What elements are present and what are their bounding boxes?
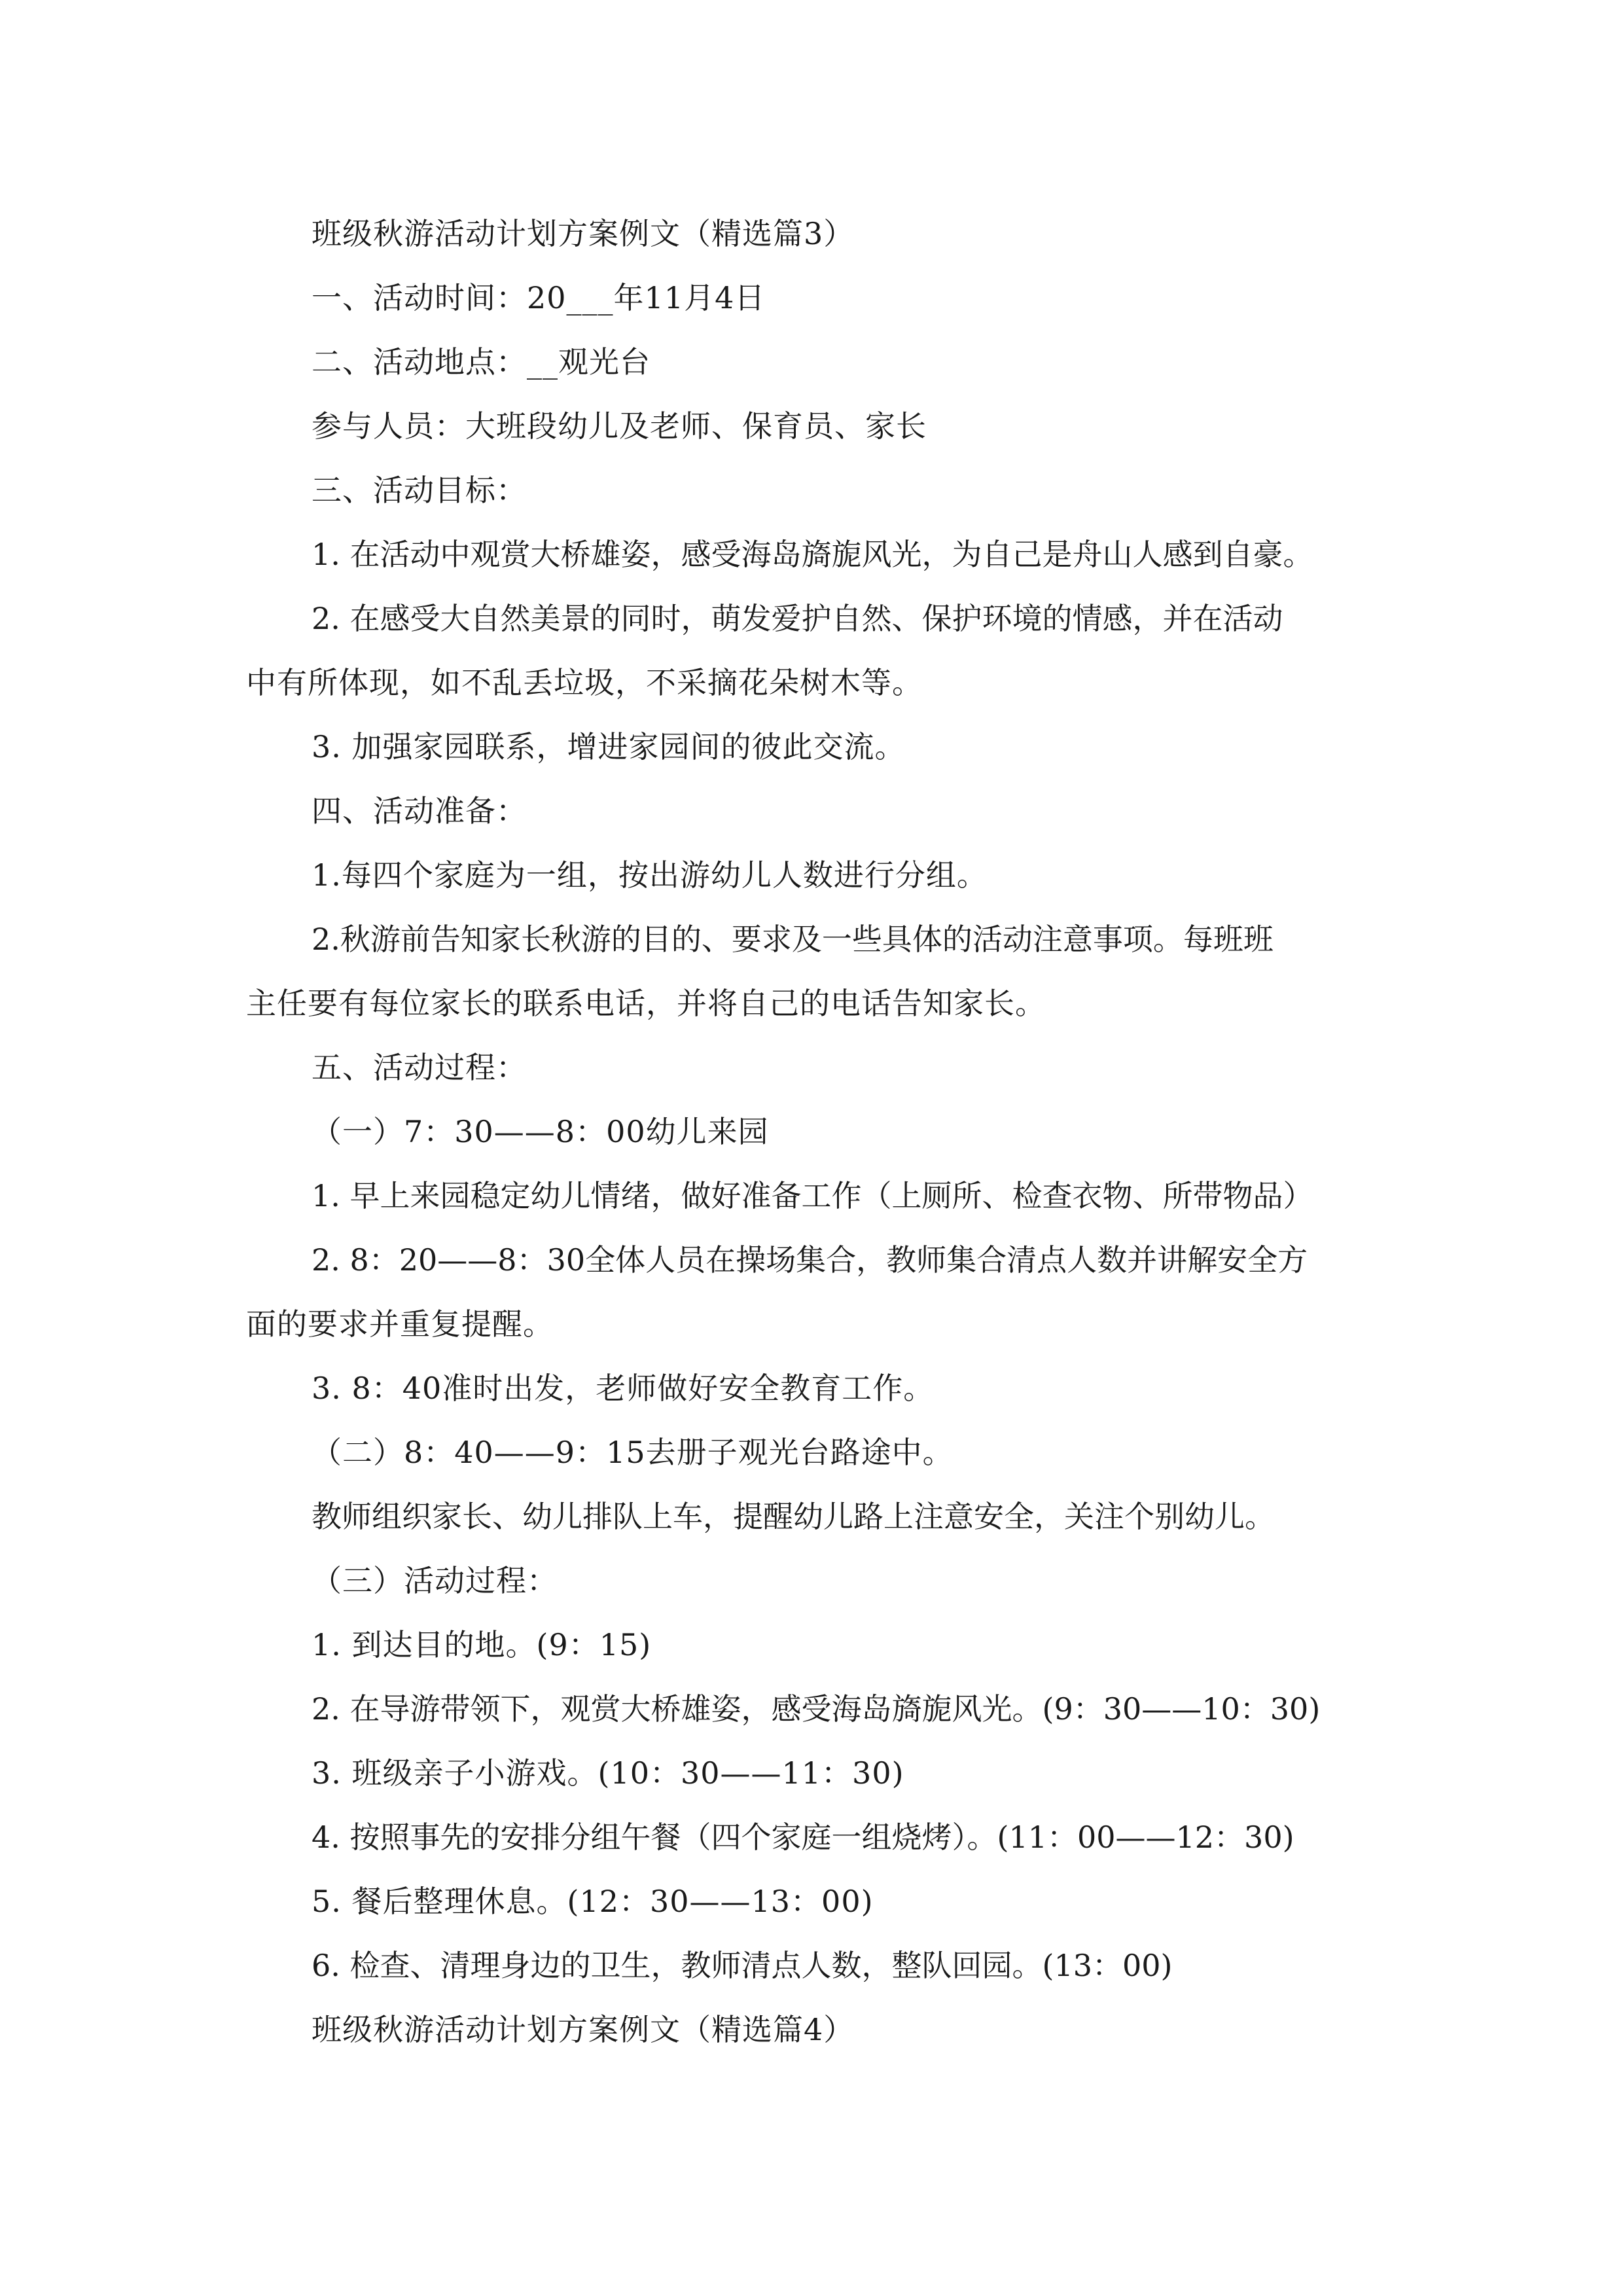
paragraph-line: 参与人员：大班段幼儿及老师、保育员、家长 (312, 408, 927, 444)
paragraph-line: 主任要有每位家长的联系电话，并将自己的电话告知家长。 (246, 986, 1046, 1021)
paragraph-line: 中有所体现，如不乱丢垃圾，不采摘花朵树木等。 (246, 665, 923, 700)
paragraph-line: 2. 8：20——8：30全体人员在操场集合，教师集合清点人数并讲解安全方 (312, 1242, 1308, 1278)
section-heading: 班级秋游活动计划方案例文（精选篇3） (312, 216, 855, 251)
paragraph-line: 二、活动地点：__观光台 (312, 344, 651, 380)
paragraph-line: 面的要求并重复提醒。 (246, 1306, 554, 1342)
paragraph-line: （三）活动过程： (312, 1563, 558, 1598)
paragraph-line: （二）8：40——9：15去册子观光台路途中。 (312, 1435, 954, 1470)
paragraph-line: 3. 加强家园联系，增进家园间的彼此交流。 (312, 729, 906, 764)
paragraph-line: 1. 早上来园稳定幼儿情绪，做好准备工作（上厕所、检查衣物、所带物品） (312, 1178, 1313, 1213)
paragraph-line: 五、活动过程： (312, 1050, 527, 1085)
document-body (246, 202, 1398, 2062)
paragraph-line: 教师组织家长、幼儿排队上车，提醒幼儿路上注意安全，关注个别幼儿。 (312, 1499, 1275, 1534)
paragraph-line: 四、活动准备： (312, 793, 527, 829)
section-heading: 班级秋游活动计划方案例文（精选篇4） (312, 2012, 855, 2047)
paragraph-line: 1. 到达目的地。(9：15) (312, 1627, 652, 1662)
paragraph-line: 2. 在导游带领下，观赏大桥雄姿，感受海岛旖旎风光。(9：30——10：30) (312, 1691, 1321, 1727)
paragraph-line: 一、活动时间：20___年11月4日 (312, 280, 766, 315)
paragraph-line: 5. 餐后整理休息。(12：30——13：00) (312, 1884, 874, 1919)
paragraph-line: 3. 8：40准时出发，老师做好安全教育工作。 (312, 1371, 935, 1406)
paragraph-line: 1.每四个家庭为一组，按出游幼儿人数进行分组。 (312, 857, 988, 893)
paragraph-line: 1. 在活动中观赏大桥雄姿，感受海岛旖旎风光，为自己是舟山人感到自豪。 (312, 537, 1313, 572)
paragraph-line: 2.秋游前告知家长秋游的目的、要求及一些具体的活动注意事项。每班班 (312, 922, 1274, 957)
paragraph-line: 6. 检查、清理身边的卫生，教师清点人数，整队回园。(13：00) (312, 1948, 1173, 1983)
paragraph-line: 4. 按照事先的安排分组午餐（四个家庭一组烧烤）。(11：00——12：30) (312, 1820, 1294, 1855)
paragraph-line: 3. 班级亲子小游戏。(10：30——11：30) (312, 1755, 904, 1791)
paragraph-line: （一）7：30——8：00幼儿来园 (312, 1114, 769, 1149)
paragraph-line: 2. 在感受大自然美景的同时，萌发爱护自然、保护环境的情感，并在活动 (312, 601, 1283, 636)
paragraph-line: 三、活动目标： (312, 473, 527, 508)
